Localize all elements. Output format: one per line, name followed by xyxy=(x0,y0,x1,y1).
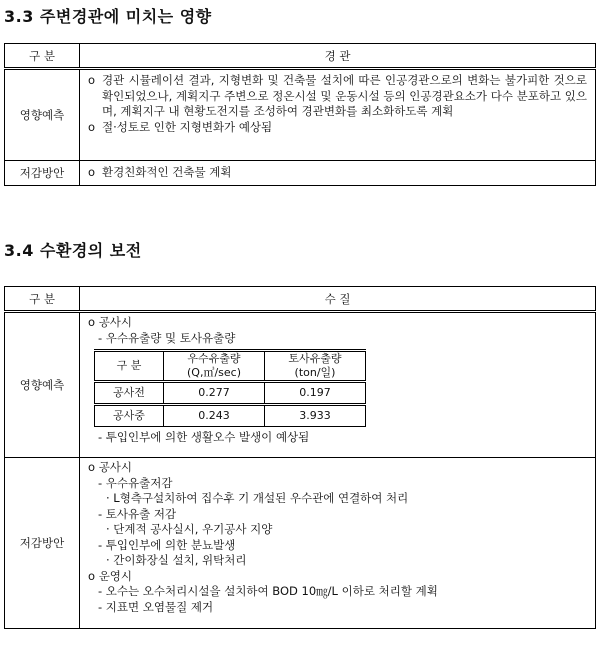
runoff-table xyxy=(94,349,366,427)
section-3-4-title: 3.4 수환경의 보전 xyxy=(4,241,142,260)
bullet-item: o 절·성토로 인한 지형변화가 예상됨 xyxy=(88,119,273,134)
text-line: · L형측구설치하여 집수후 기 개설된 우수관에 연결하여 처리 xyxy=(106,491,409,505)
header-category: 구 분 xyxy=(5,287,80,312)
row-label-impact: 영향예측 xyxy=(5,312,80,458)
inner-header-rainfall: 우수유출량 (Q,㎥/sec) xyxy=(164,351,265,382)
bullet-item: o 경관 시뮬레이션 결과, 지형변화 및 건축물 설치에 따른 인공경관으로의 변화는 불가피한 것으로 확인되었으나, 계획지구 주변으로 정온시설 및 운동시설 등의 인공경관요소가 다수 분포하고 있으며, 계획지구 내 현황도전지를 조성하여 경관변화를 최소화하도록 계획 xyxy=(88,73,587,118)
impact-content xyxy=(80,69,596,161)
row-label-mitigation: 저감방안 xyxy=(5,161,80,186)
table-row: 공사전 0.277 0.197 xyxy=(95,382,366,405)
table-row: 공사중 0.243 3.933 xyxy=(95,405,366,427)
section-3-3-title: 3.3 주변경관에 미치는 영향 xyxy=(4,7,212,26)
row-label-impact: 영향예측 xyxy=(5,69,80,161)
mitigation-content xyxy=(80,161,596,186)
text-line: - 우수유출량 및 토사유출량 xyxy=(98,330,236,345)
landscape-table xyxy=(4,43,596,186)
text-line: - 투입인부에 의한 생활오수 발생이 예상됨 xyxy=(98,430,310,444)
mitigation-content xyxy=(80,458,596,629)
impact-content xyxy=(80,312,596,458)
text-line: o 공사시 xyxy=(88,460,133,474)
text-line: - 토사유출 저감 xyxy=(98,506,177,521)
text-line: - 지표면 오염물질 제거 xyxy=(98,599,214,614)
text-line: · 간이화장실 설치, 위탁처리 xyxy=(106,553,247,567)
inner-header-category: 구 분 xyxy=(95,351,164,382)
header-water-quality: 수 질 xyxy=(80,287,596,312)
text-line: - 투입인부에 의한 분뇨발생 xyxy=(98,537,236,552)
text-line: - 우수유출저감 xyxy=(98,475,173,490)
row-label-mitigation: 저감방안 xyxy=(5,458,80,629)
water-quality-table xyxy=(4,286,596,629)
header-category: 구 분 xyxy=(5,44,80,69)
text-line: · 단계적 공사실시, 우기공사 지양 xyxy=(106,522,273,536)
inner-header-sediment: 토사유출량 (ton/일) xyxy=(265,351,366,382)
text-line: o 운영시 xyxy=(88,568,133,583)
header-landscape: 경 관 xyxy=(80,44,596,69)
bullet-item: o 환경친화적인 건축물 계획 xyxy=(88,165,232,180)
text-line: o 공사시 xyxy=(88,315,133,329)
text-line: - 오수는 오수처리시설을 설치하여 BOD 10㎎/L 이하로 처리할 계획 xyxy=(98,584,438,598)
